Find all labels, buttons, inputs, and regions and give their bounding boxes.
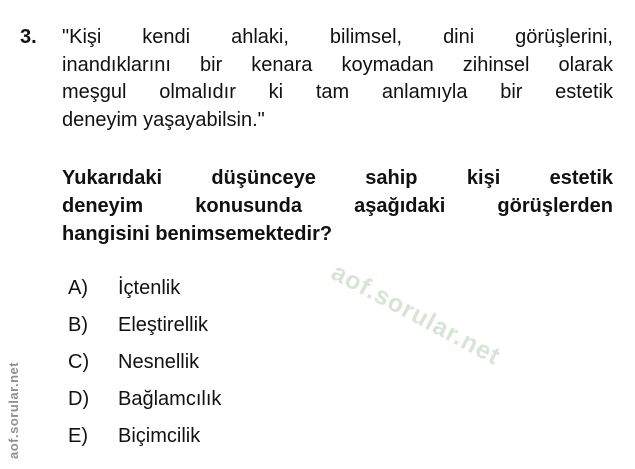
- option-b-letter: B): [68, 314, 88, 336]
- prompt-line-3: hangisini benimsemektedir?: [62, 223, 333, 245]
- option-d-letter: D): [68, 388, 90, 410]
- option-c-label: Nesnellik: [118, 351, 200, 373]
- option-b-label: Eleştirellik: [118, 314, 209, 336]
- prompt-line-1: Yukarıdaki düşünceye sahip kişi estetik: [62, 167, 613, 189]
- watermark-diagonal: aof.sorular.net: [326, 258, 506, 371]
- quote-line-3: meşgul olmalıdır ki tam anlamıyla bir estetik: [62, 81, 613, 103]
- watermark-vertical: aof.sorular.net: [6, 361, 21, 459]
- prompt-line-2: deneyim konusunda aşağıdaki görüşlerden: [62, 195, 613, 217]
- options-list: [68, 276, 488, 461]
- option-d: [68, 387, 488, 411]
- option-a-label: İçtenlik: [118, 277, 181, 299]
- option-e-letter: E): [68, 425, 88, 447]
- option-d-label: Bağlamcılık: [118, 388, 222, 410]
- question-number: 3.: [20, 26, 37, 48]
- question-prompt: [62, 164, 613, 248]
- option-c: [68, 350, 488, 374]
- quote-line-1: "Kişi kendi ahlaki, bilimsel, dini görüşlerini,: [62, 26, 613, 48]
- option-a-letter: A): [68, 277, 88, 299]
- quote-line-2: inandıklarını bir kenara koymadan zihinsel olarak: [62, 53, 613, 76]
- option-a: [68, 276, 488, 300]
- option-c-letter: C): [68, 351, 90, 373]
- option-e: [68, 424, 488, 448]
- question-quote: [62, 24, 613, 134]
- quote-line-4: deneyim yaşayabilsin.": [62, 108, 265, 131]
- option-b: [68, 313, 488, 337]
- option-e-label: Biçimcilik: [118, 425, 201, 447]
